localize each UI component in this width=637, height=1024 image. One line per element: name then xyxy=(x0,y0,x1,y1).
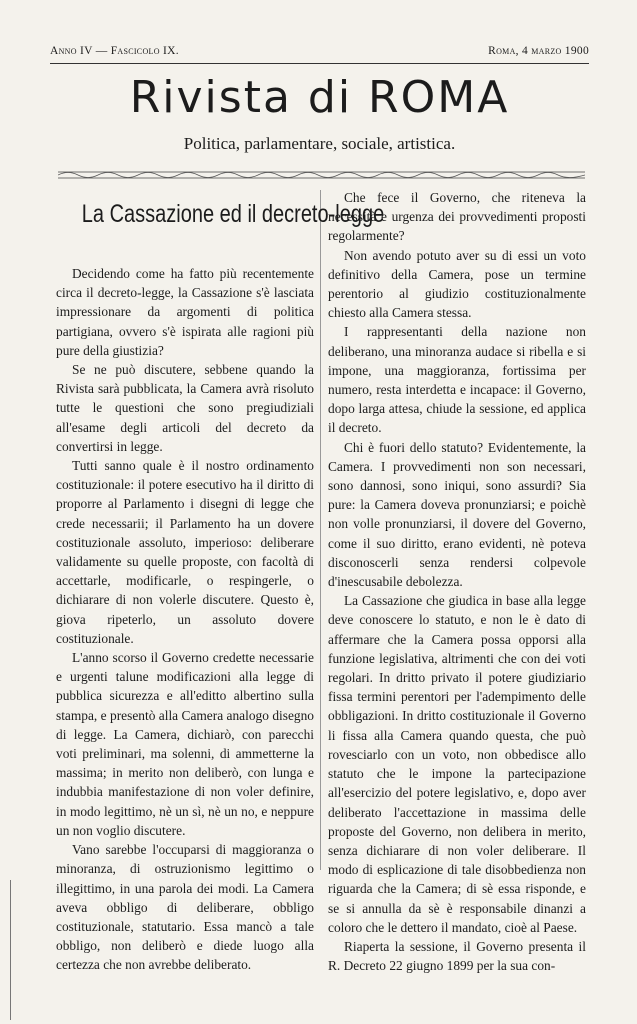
masthead-subtitle: Politica, parlamentare, sociale, artistica. xyxy=(183,134,456,153)
paragraph: Che fece il Governo, che riteneva la necessità e urgenza dei provvedimenti proposti regolarmente? xyxy=(328,190,586,244)
paragraph: Chi è fuori dello statuto? Evidentemente, la Camera. I provvedimenti non son necessari, sono dannosi, sono iniqui, sono assurdi? Sia pure: la Camera doveva pronunziarsi; e poichè non volle pronunziarsi, il dovere del Governo, come il suo diritto, erano evidenti, nè poteva disconoscerli senza rendersi colpevole d'inescusabile debolezza. xyxy=(328,439,586,590)
paragraph: L'anno scorso il Governo credette necessarie e urgenti talune modificazioni alla legge di pubblica sicurezza e all'editto albertino sulla stampa, e presentò alla Camera analogo disegno di legge. La Camera, dichiarò, con parecchi voti preliminari, ma solenni, di ammetterne la massima; in merito non deliberò, con lunga e indubbia manifestazione di non voler definire, in modo legittimo, nè un sì, nè un no, e neppure un non voglio discutere. xyxy=(56,650,314,838)
paragraph: Decidendo come ha fatto più recentemente circa il decreto-legge, la Cassazione s'è lasciata impressionare da argomenti di politica partigiana, ovvero s'è ispirata alle ragioni più pure della giustizia? xyxy=(56,266,314,358)
issue-number: Anno IV — Fascicolo IX. xyxy=(50,45,179,57)
paragraph: Vano sarebbe l'occuparsi di maggioranza o minoranza, di ostruzionismo legittimo o illegittimo, in una parola dei modi. La Camera aveva obbligo di deliberare, obbligo costituzionale, statutario. Essa mancò a tale obbligo, non deliberò e diede luogo alla certezza che non avrebbe deliberato. xyxy=(56,842,314,973)
paragraph: Tutti sanno quale è il nostro ordinamento costituzionale: il potere esecutivo ha il diritto di proporre al Parlamento i disegni di legge che crede necessarii; il Parlamento ha un dovere costituzionale assoluto, imperioso: deliberare validamente su quelle proposte, con facoltà di accettarle, modificarle, o respingerle, o dichiarare di non volerle discutere. Questo è, giova ripeterlo, un assoluto dovere costituzionale. xyxy=(56,458,314,646)
paragraph: Se ne può discutere, sebbene quando la Rivista sarà pubblicata, la Camera avrà risoluto tutte le questioni che sono pregiudiziali all'esame degli articoli del decreto da convertirsi in legge. xyxy=(56,362,314,454)
binding-margin-line xyxy=(10,880,11,1020)
column-divider xyxy=(320,190,321,870)
paragraph: La Cassazione che giudica in base alla legge deve conoscere lo statuto, e non le è dato di affermare che la Camera possa opporsi alla funzione legislativa, altrimenti che con dei voti regolari. In dritto privato il potere giudiziario fissa termini perentori per l'adempimento delle obbligazioni. In dritto costituzionale il Governo li fissa alla Camera quando questa, che può rovesciarlo con un voto, non obbedisce allo statuto che le impone la partecipazione all'esercizio del potere legislativo, e, dopo aver deliberato l'accettazione in massima delle proposte del Governo, non delibera in merito, senza dichiarare di non voler deliberare. Il modo di esplicazione di tale disobbedienza non riguarda che la Camera; di sè essa risponde, e se si annulla da sè è responsabile dinanzi a coloro che le dettero il mandato, cioè al Paese. xyxy=(328,593,586,935)
header-rule xyxy=(50,63,589,64)
paragraph: I rappresentanti della nazione non deliberano, una minoranza audace si ribella e si impone, una maggioranza, fortissima per numero, resta interdetta e incapace: il Governo, dopo larga attesa, chiude la sessione, ed applica il decreto. xyxy=(328,324,586,436)
masthead-title: Rivista di ROMA xyxy=(129,72,510,123)
left-column xyxy=(56,188,385,975)
ornamental-rule xyxy=(58,168,585,182)
paragraph: Non avendo potuto aver su di essi un voto definitivo della Camera, pose un termine perentorio al giudizio costituzionalmente chiesto alla Camera stessa. xyxy=(328,247,586,321)
article-title: La Cassazione ed il decreto-legge xyxy=(81,200,385,228)
paragraph: Riaperta la sessione, il Governo presenta il R. Decreto 22 giugno 1899 per la sua con- xyxy=(328,938,586,974)
issue-header xyxy=(50,45,589,57)
right-column xyxy=(328,188,586,975)
issue-date: Roma, 4 marzo 1900 xyxy=(488,45,589,57)
